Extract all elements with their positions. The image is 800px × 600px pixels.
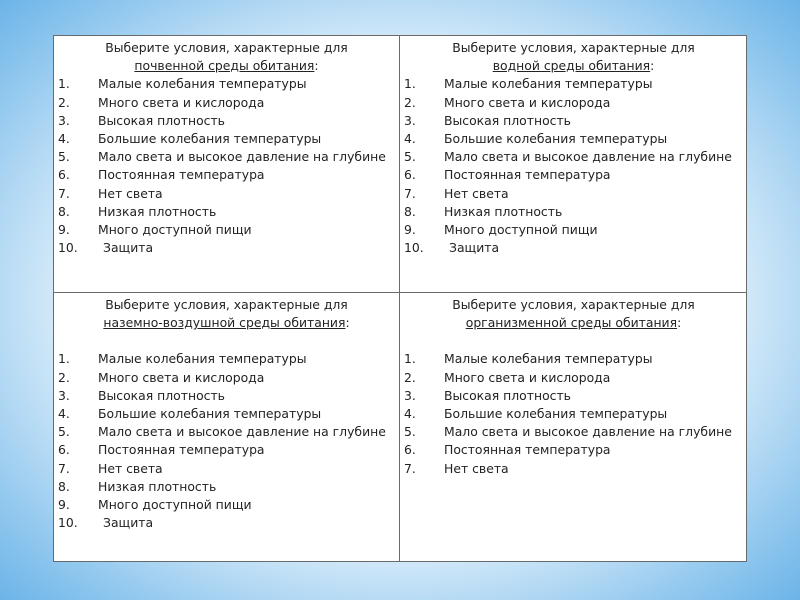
cell-soil-environment xyxy=(54,36,399,257)
list-item: 1. Малые колебания температуры xyxy=(58,76,307,92)
cell-water-environment xyxy=(400,36,747,257)
list-item: 1. Малые колебания температуры xyxy=(404,76,653,92)
list-item: 5. Мало света и высокое давление на глубине xyxy=(404,424,732,440)
list-item: 8. Низкая плотность xyxy=(58,203,217,219)
list-item: 6. Постоянная температура xyxy=(58,167,265,183)
list-item: 7. Нет света xyxy=(58,185,163,201)
list-item: 2. Много света и кислорода xyxy=(404,369,611,385)
cell-heading: Выберите условия, характерные для наземно-воздушной среды обитания: xyxy=(58,296,395,332)
list-item: 2. Много света и кислорода xyxy=(404,94,611,110)
list-item: 10. Защита xyxy=(404,240,500,256)
conditions-list xyxy=(58,350,395,532)
list-item: 5. Мало света и высокое давление на глубине xyxy=(58,424,386,440)
list-item: 4. Большие колебания температуры xyxy=(58,406,322,422)
cell-heading: Выберите условия, характерные для водной среды обитания: xyxy=(404,39,743,75)
environment-name: организменной среды обитания xyxy=(465,315,678,331)
list-item: 10. Защита xyxy=(58,240,154,256)
conditions-list xyxy=(58,75,395,257)
list-item: 8. Низкая плотность xyxy=(404,203,563,219)
heading-intro: Выберите условия, характерные для xyxy=(105,297,348,312)
worksheet-table xyxy=(53,35,747,562)
list-item: 3. Высокая плотность xyxy=(404,112,571,128)
list-item: 2. Много света и кислорода xyxy=(58,94,265,110)
list-item: 1. Малые колебания температуры xyxy=(58,351,307,367)
conditions-list xyxy=(404,75,743,257)
cell-organism-environment xyxy=(400,293,747,478)
heading-intro: Выберите условия, характерные для xyxy=(452,297,695,312)
cell-ground-air-environment xyxy=(54,293,399,532)
cell-heading: Выберите условия, характерные для почвенной среды обитания: xyxy=(58,39,395,75)
heading-intro: Выберите условия, характерные для xyxy=(452,40,695,55)
list-item: 8. Низкая плотность xyxy=(58,478,217,494)
environment-name: наземно-воздушной среды обитания xyxy=(103,315,346,331)
list-item: 9. Много доступной пищи xyxy=(404,222,598,238)
list-item: 4. Большие колебания температуры xyxy=(404,131,668,147)
list-item: 6. Постоянная температура xyxy=(404,442,611,458)
list-item: 6. Постоянная температура xyxy=(58,442,265,458)
list-item: 5. Мало света и высокое давление на глубине xyxy=(404,149,732,165)
list-item: 2. Много света и кислорода xyxy=(58,369,265,385)
list-item: 9. Много доступной пищи xyxy=(58,222,252,238)
list-item: 7. Нет света xyxy=(404,460,509,476)
list-item: 7. Нет света xyxy=(404,185,509,201)
list-item: 5. Мало света и высокое давление на глубине xyxy=(58,149,386,165)
list-item: 4. Большие колебания температуры xyxy=(58,131,322,147)
list-item: 6. Постоянная температура xyxy=(404,167,611,183)
cell-heading: Выберите условия, характерные для организменной среды обитания: xyxy=(404,296,743,332)
heading-intro: Выберите условия, характерные для xyxy=(105,40,348,55)
list-item: 10. Защита xyxy=(58,515,154,531)
conditions-list xyxy=(404,350,743,477)
list-item: 3. Высокая плотность xyxy=(404,387,571,403)
list-item: 3. Высокая плотность xyxy=(58,387,225,403)
list-item: 4. Большие колебания температуры xyxy=(404,406,668,422)
list-item: 1. Малые колебания температуры xyxy=(404,351,653,367)
list-item: 9. Много доступной пищи xyxy=(58,497,252,513)
environment-name: водной среды обитания xyxy=(492,58,651,74)
list-item: 3. Высокая плотность xyxy=(58,112,225,128)
list-item: 7. Нет света xyxy=(58,460,163,476)
environment-name: почвенной среды обитания xyxy=(134,58,315,74)
